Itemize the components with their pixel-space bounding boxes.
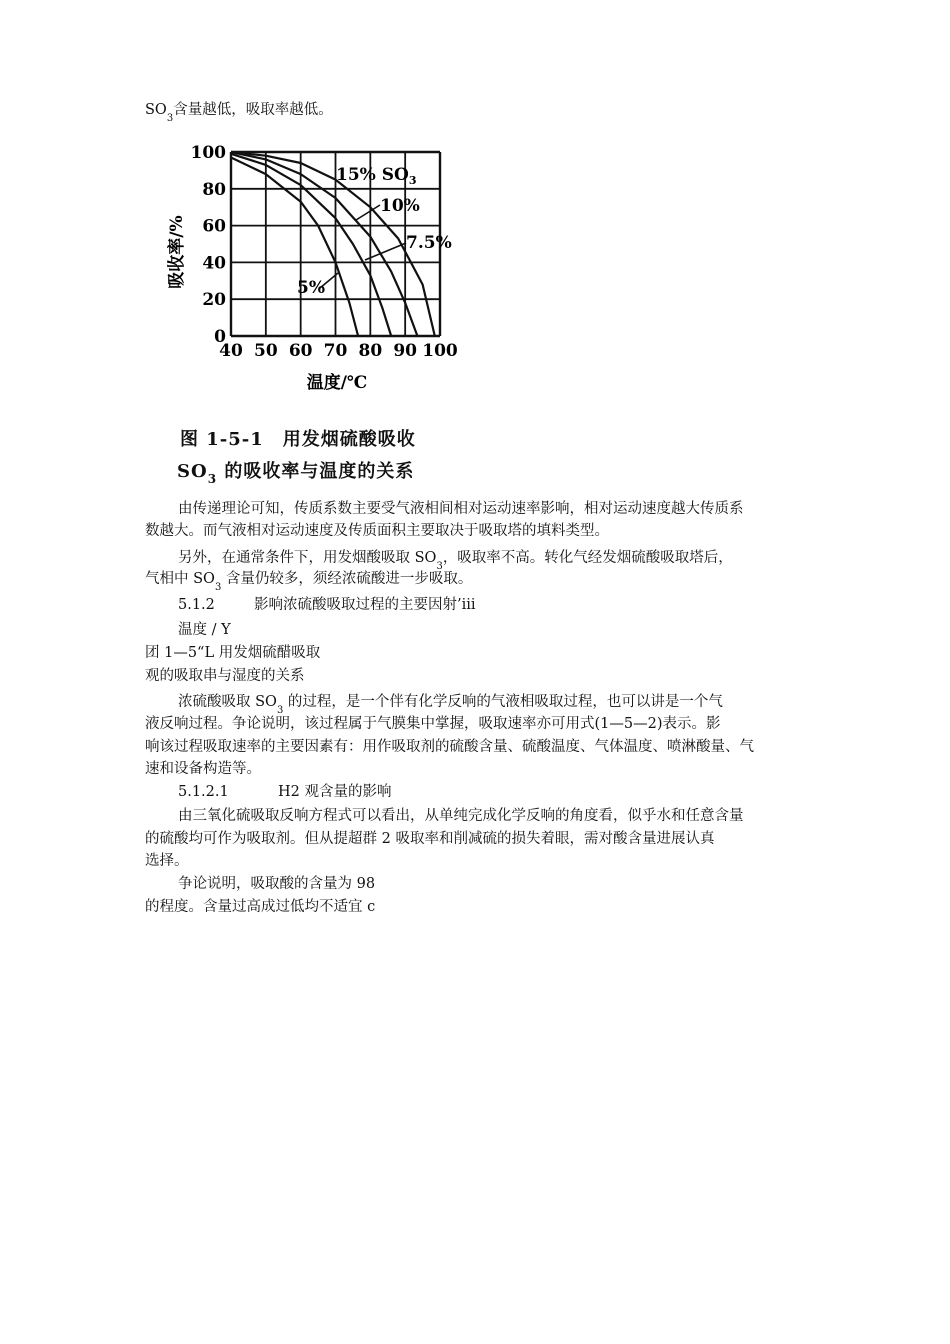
p3-l1-sub: 3 bbox=[276, 705, 284, 716]
ocr-line-3: 观的吸取串与湿度的关系 bbox=[145, 668, 305, 684]
p2-l1-post: ，吸取率不高。转化气经发烟硫酸吸取塔后， bbox=[442, 550, 733, 566]
x-tick-label: 60 bbox=[288, 341, 313, 361]
y-axis-label: 吸收率/% bbox=[167, 215, 187, 289]
p3-l1-post: 的过程，是一个伴有化学反响的气液相吸取过程，也可以讲是一个气 bbox=[283, 694, 723, 710]
paragraph-2-line-2 bbox=[145, 570, 473, 593]
curve-label: 5% bbox=[297, 278, 325, 298]
caption-sub: 3 bbox=[207, 472, 218, 486]
paragraph-3-line-2: 液反响过程。争论说明，该过程属于气膜集中掌握，吸取速率亦可用式(1—5—2)表示。影 bbox=[145, 716, 721, 732]
caption-so: SO bbox=[177, 461, 208, 482]
paragraph-1-line-2: 数越大。而气液相对运动速度及传质面积主要取决于吸取塔的填料类型。 bbox=[145, 523, 609, 539]
figure-caption-line1: 图 1-5-1 用发烟硫酸吸收 bbox=[180, 429, 416, 450]
paragraph-4-line-2: 的硫酸均可作为吸取剂。但从提超群 2 吸取率和削减硫的损失着眼，需对酸含量进展认真 bbox=[145, 831, 715, 847]
figure-caption-line2 bbox=[177, 457, 415, 486]
y-tick-label: 60 bbox=[202, 216, 226, 237]
x-tick-label: 70 bbox=[323, 341, 348, 361]
caption-post: 的吸收率与温度的关系 bbox=[217, 461, 415, 482]
p2-l2-pre: 气相中 SO bbox=[145, 571, 215, 587]
x-tick-labels bbox=[219, 341, 458, 361]
ocr-line-1: 温度 / Y bbox=[178, 622, 231, 638]
paragraph-1-line-1: 由传递理论可知，传质系数主要受气液相间相对运动速率影响，相对运动速度越大传质系 bbox=[178, 501, 744, 517]
paragraph-4-line-3: 选择。 bbox=[145, 853, 189, 869]
x-axis-label: 温度/℃ bbox=[306, 373, 368, 390]
absorption-chart bbox=[160, 140, 480, 390]
section-5-1-2-1-number: 5.1.2.1 bbox=[178, 784, 229, 800]
intro-so: SO bbox=[145, 102, 167, 118]
paragraph-5-line-1: 争论说明，吸取酸的含量为 98 bbox=[178, 876, 376, 892]
x-tick-label: 40 bbox=[219, 341, 243, 361]
y-tick-labels bbox=[191, 143, 227, 347]
section-5-1-2-1-title: H2 观含量的影响 bbox=[278, 784, 392, 800]
intro-post: 含量越低，吸取率越低。 bbox=[173, 102, 333, 118]
section-5-1-2-title: 影响浓硫酸吸取过程的主要因射’iii bbox=[254, 597, 476, 613]
y-tick-label: 100 bbox=[190, 143, 226, 163]
paragraph-5-line-2: 的程度。含量过高成过低均不适宜 c bbox=[145, 899, 376, 915]
y-tick-label: 80 bbox=[202, 179, 226, 200]
p2-l2-post: 含量仍较多，须经浓硫酸进一步吸取。 bbox=[221, 571, 473, 587]
x-tick-label: 80 bbox=[358, 341, 383, 361]
p2-l1-sub: 3 bbox=[436, 561, 443, 572]
section-5-1-2-number: 5.1.2 bbox=[178, 597, 215, 613]
x-tick-label: 50 bbox=[253, 341, 278, 361]
intro-sub: 3 bbox=[166, 113, 174, 124]
y-tick-label: 20 bbox=[202, 290, 226, 311]
y-tick-label: 40 bbox=[202, 253, 226, 274]
curve-label: 7.5% bbox=[406, 233, 452, 253]
p2-l1-pre: 另外，在通常条件下，用发烟酸吸取 SO bbox=[178, 550, 437, 566]
y-tick-label: 0 bbox=[214, 327, 226, 347]
paragraph-3-line-4: 速和设备构造等。 bbox=[145, 761, 261, 777]
paragraph-4-line-1: 由三氧化硫吸取反响方程式可以看出，从单纯完成化学反响的角度看，似乎水和任意含量 bbox=[178, 808, 744, 824]
p2-l2-sub: 3 bbox=[214, 582, 222, 593]
paragraph-2-line-1 bbox=[178, 549, 733, 572]
p3-l1-pre: 浓硫酸吸取 SO bbox=[178, 694, 277, 710]
paragraph-3-line-1 bbox=[178, 693, 723, 716]
x-tick-label: 90 bbox=[393, 341, 418, 361]
paragraph-3-line-3: 响该过程吸取速率的主要因素有：用作吸取剂的硫酸含量、硫酸温度、气体温度、喷淋酸量、气 bbox=[145, 739, 754, 755]
curve-label: 10% bbox=[380, 196, 420, 216]
ocr-line-2: 团 1—5“L 用发烟硫醋吸取 bbox=[145, 645, 321, 661]
curve-label: 15% $SO_3$ bbox=[336, 165, 417, 187]
x-tick-label: 100 bbox=[422, 341, 458, 361]
intro-line bbox=[145, 101, 333, 124]
